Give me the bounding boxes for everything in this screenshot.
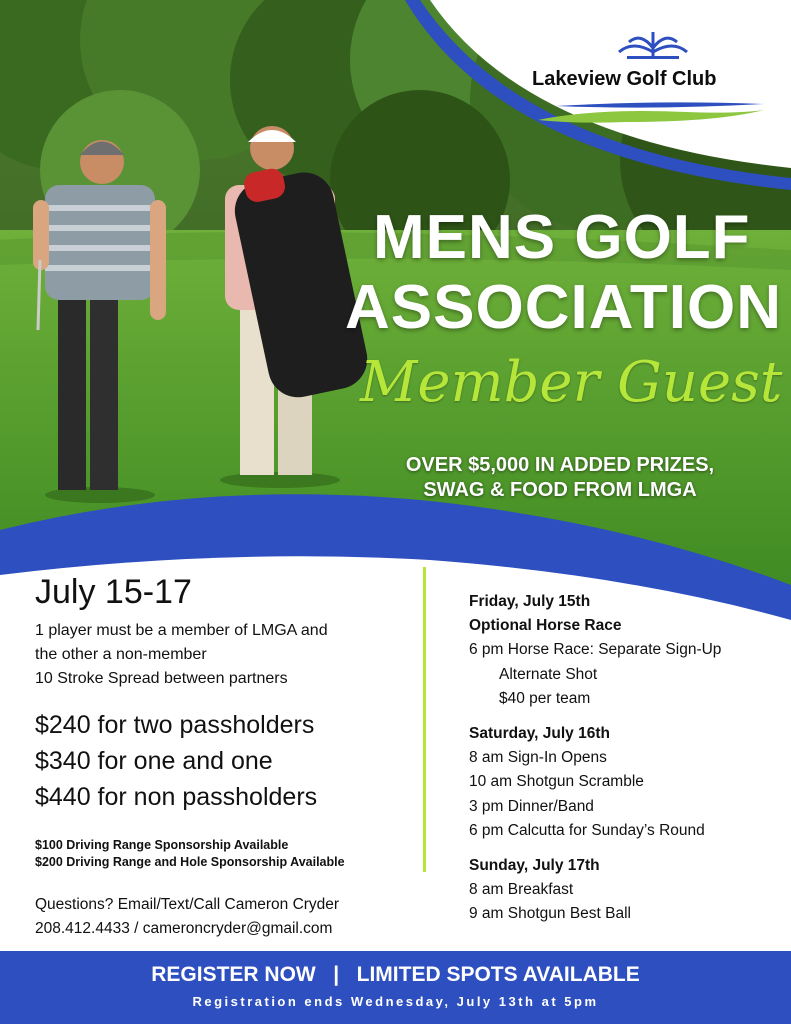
fountain-icon: [613, 28, 693, 62]
schedule-item: Alternate Shot: [499, 665, 598, 683]
title-line-2: ASSOCIATION: [345, 273, 782, 342]
schedule-item: 10 am Shotgun Scramble: [469, 773, 644, 790]
requirement-line: 10 Stroke Spread between partners: [35, 670, 288, 687]
tagline-line-1: OVER $5,000 IN ADDED PRIZES,: [405, 454, 715, 476]
club-logo: [520, 28, 790, 128]
schedule-item: 6 pm Calcutta for Sunday’s Round: [469, 822, 705, 839]
club-name: Lakeview Golf Club: [532, 68, 717, 90]
schedule-day-heading: Sunday, July 17th: [469, 856, 600, 874]
schedule-day-heading: Saturday, July 16th: [469, 724, 610, 742]
registration-deadline: Registration ends Wednesday, July 13th at 5pm: [192, 994, 599, 1009]
event-dates: July 15-17: [35, 573, 192, 611]
event-details: [35, 575, 415, 941]
schedule-item: $40 per team: [499, 690, 591, 707]
lake-swoosh-icon: [536, 98, 766, 128]
price-line: $340 for one and one: [35, 747, 273, 775]
schedule-item: 9 am Shotgun Best Ball: [469, 905, 631, 922]
script-title: Member Guest: [360, 350, 783, 415]
schedule-item: 8 am Breakfast: [469, 880, 574, 898]
tagline-line-2: SWAG & FOOD FROM LMGA: [423, 479, 697, 501]
register-cta[interactable]: REGISTER NOW | LIMITED SPOTS AVAILABLE: [151, 963, 640, 986]
title-line-1: MENS GOLF: [373, 203, 751, 272]
schedule-subheading: Optional Horse Race: [469, 617, 622, 634]
requirement-line: the other a non-member: [35, 646, 207, 663]
schedule-day-heading: Friday, July 15th: [469, 593, 591, 610]
schedule: [469, 590, 789, 927]
schedule-item: 3 pm Dinner/Band: [469, 797, 594, 815]
sponsorship-line: $100 Driving Range Sponsorship Available: [35, 838, 289, 852]
contact-line: Questions? Email/Text/Call Cameron Cryder: [35, 896, 340, 913]
column-divider: [423, 567, 426, 872]
requirement-line: 1 player must be a member of LMGA and: [35, 622, 328, 639]
price-line: $240 for two passholders: [35, 711, 315, 739]
register-banner[interactable]: [0, 951, 791, 1024]
sponsorship-line: $200 Driving Range and Hole Sponsorship Available: [35, 855, 345, 869]
contact-email-phone[interactable]: 208.412.4433 / cameroncryder@gmail.com: [35, 920, 333, 937]
schedule-item: 6 pm Horse Race: Separate Sign-Up: [469, 641, 722, 658]
schedule-item: 8 am Sign-In Opens: [469, 748, 607, 766]
price-line: $440 for non passholders: [35, 783, 318, 811]
